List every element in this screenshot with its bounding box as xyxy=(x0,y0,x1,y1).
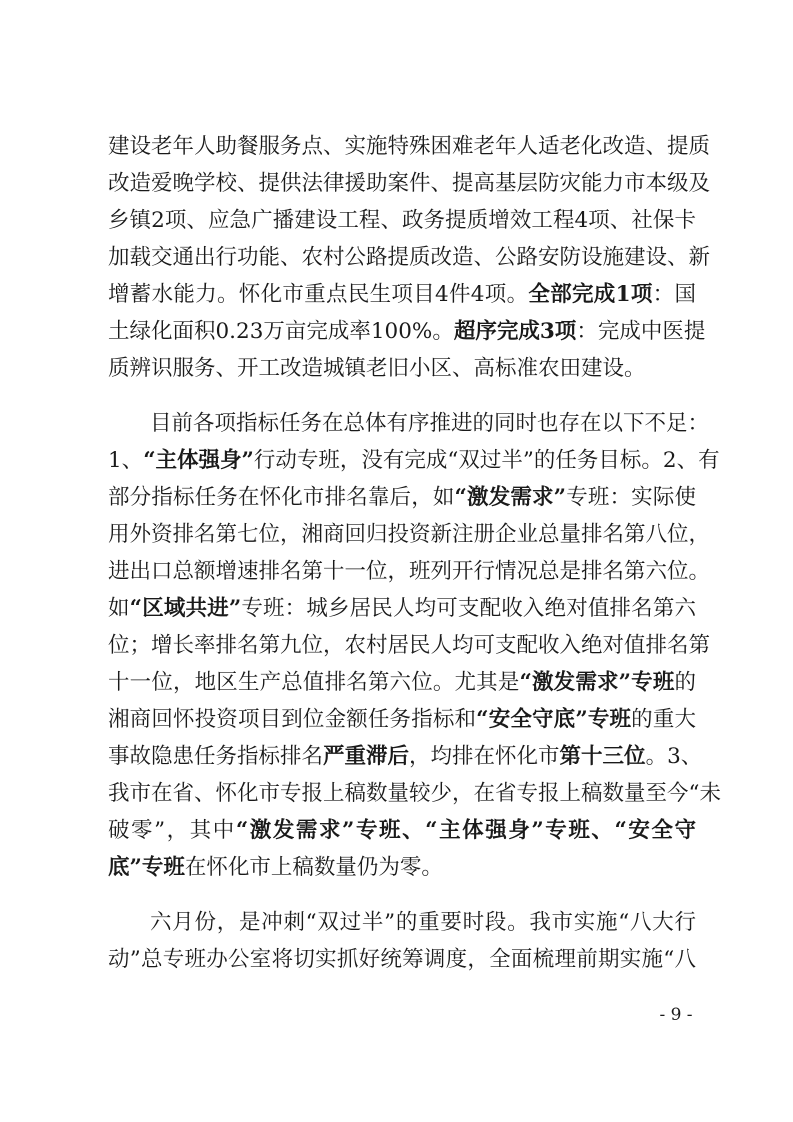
text-line: 位；增长率排名第九位，农村居民人均可支配收入绝对值排名第 xyxy=(108,633,711,658)
bold-text: 第十三位 xyxy=(559,744,646,769)
text-line: 事故隐患任务指标排名严重滞后，均排在怀化市第十三位。3、 xyxy=(108,744,703,769)
text-line: 底”专班在怀化市上稿数量仍为零。 xyxy=(108,855,443,880)
bold-text: “激发需求” xyxy=(454,485,567,510)
text-line: 湘商回怀投资项目到位金额任务指标和“安全守底”专班的重大 xyxy=(108,707,696,732)
text-line: 土绿化面积0.23万亩完成率100%。超序完成3项：完成中医提 xyxy=(108,319,706,344)
text-line: 质辨识服务、开工改造城镇老旧小区、高标准农田建设。 xyxy=(108,356,646,381)
text-line: 改造爱晚学校、提供法律援助案件、提高基层防灾能力市本级及 xyxy=(108,171,711,196)
text-line: 1、“主体强身”行动专班，没有完成“双过半”的任务目标。2、有 xyxy=(108,448,720,473)
bold-text: “安全守底”专班 xyxy=(476,707,632,732)
bold-text: “主体强身” xyxy=(143,448,254,473)
page-number: - 9 - xyxy=(659,1005,693,1025)
bold-text: “区域共进” xyxy=(129,596,242,621)
text-line: 动”总专班办公室将切实抓好统筹调度，全面梳理前期实施“八 xyxy=(108,947,696,972)
bold-text: 全部完成1项 xyxy=(528,282,653,307)
text-line: 十一位，地区生产总值排名第六位。尤其是“激发需求”专班的 xyxy=(108,670,696,695)
text-line: 六月份，是冲刺“双过半”的重要时段。我市实施“八大行 xyxy=(150,910,696,935)
text-line: 我市在省、怀化市专报上稿数量较少，在省专报上稿数量至今“未 xyxy=(108,781,721,806)
bold-text: “激发需求”专班、“主体强身”专班、“安全守 xyxy=(235,818,696,843)
text-line: 增蓄水能力。怀化市重点民生项目4件4项。全部完成1项：国 xyxy=(108,282,696,307)
text-line: 建设老年人助餐服务点、实施特殊困难老年人适老化改造、提质 xyxy=(108,134,711,159)
bold-text: 严重滞后 xyxy=(323,744,410,769)
bold-text: 超序完成3项 xyxy=(453,319,577,344)
text-line: 用外资排名第七位，湘商回归投资新注册企业总量排名第八位， xyxy=(108,522,711,547)
text-line: 乡镇2项、应急广播建设工程、政务提质增效工程4项、社保卡 xyxy=(108,208,696,233)
bold-text: “激发需求”专班 xyxy=(519,670,675,695)
text-line: 破零”，其中“激发需求”专班、“主体强身”专班、“安全守 xyxy=(108,818,696,843)
text-line: 加载交通出行功能、农村公路提质改造、公路安防设施建设、新 xyxy=(108,245,711,270)
bold-text: 底”专班 xyxy=(108,855,185,880)
text-line: 部分指标任务在怀化市排名靠后，如“激发需求”专班：实际使 xyxy=(108,485,696,510)
text-line: 目前各项指标任务在总体有序推进的同时也存在以下不足： xyxy=(150,411,710,436)
text-line: 如“区域共进”专班：城乡居民人均可支配收入绝对值排名第六 xyxy=(108,596,696,621)
text-line: 进出口总额增速排名第十一位，班列开行情况总是排名第六位。 xyxy=(108,559,711,584)
